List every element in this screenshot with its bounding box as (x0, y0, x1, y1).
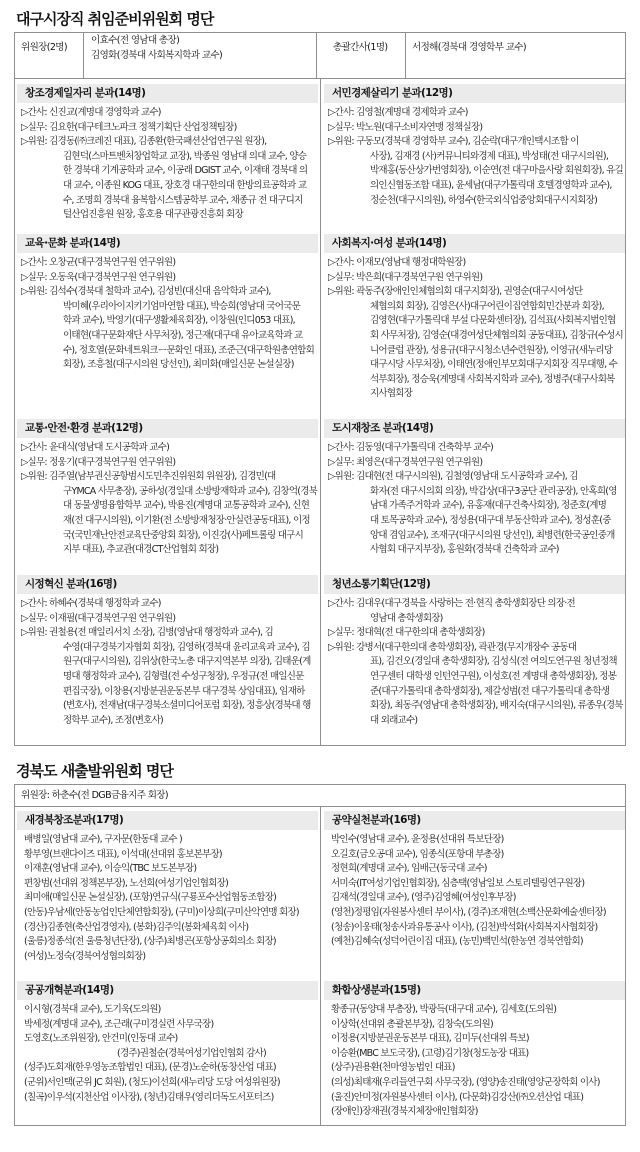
panel-line: 대구시당 사무처장), 이태연(정애인부모회대구지회장 직무대행, 수 (370, 359, 618, 371)
panel-line: ▷간사: 오창균(대구경북연구원 연구위원) (21, 257, 176, 268)
panel-line: 회장), 조흥철(대구시의원 당선인), 최미화(매일신문 논설실장) (63, 359, 294, 371)
panel-line: ▷위원: 곽동주(장애인인체협의회 대구지회장), 권영순(대구시여성단 (328, 286, 583, 298)
panel-line: (의성)최태재(우리들연구회 사무국장), (영양)송진태(영양군장학회 이사) (331, 1076, 600, 1088)
panel-line: (상주)권용환(천마영농법인 대표) (331, 1062, 455, 1074)
panel-line: 회장), 최동주(영남대 총학생회장), 배지숙(대구시의원), 류종우(경북 (370, 700, 623, 712)
panel-line: 김영현(대구가톨릭대 부설 다문화센터장), 김석표(사회복지법인협 (370, 315, 616, 327)
divider (316, 33, 317, 78)
panel-body (17, 103, 318, 223)
panel-title: 공약실천분과(16명) (324, 811, 625, 830)
panel-line: 편집국장), 이창용(지방분권운동본부 대구경북 상임대표), 임재하 (63, 685, 305, 697)
panel-line: ▷실무: 이재필(대구경북연구원 연구위원) (21, 612, 176, 624)
panel-line: ▷위원: 김경동(㈜크레진 대표), 김종환(한국패션산업연구원 원장), (21, 136, 267, 148)
panel-line: ▷위원: 김주열(남부권신공항범시도민추진위원회 위원장), 김경민(대 (21, 471, 276, 483)
column-divider (320, 807, 321, 1125)
panel-line: 오길호(금오공대 교수), 임종식(포항대 부총장) (331, 848, 504, 860)
panel-line: ▷간사: 이재모(영남대 행정대학원장) (328, 257, 466, 268)
panel-line: 지부 대표), 추교관(대경CT산업협회 회장) (63, 544, 219, 556)
panel-body (17, 830, 318, 964)
panel-body (324, 438, 625, 558)
panel-line: ▷간사: 윤대식(영남대 도시공학과 교수) (21, 442, 170, 453)
chair-name-1: 이효수(전 영남대 총장) (91, 35, 180, 46)
panel-body (324, 830, 625, 950)
panel-harmony-coexistence (324, 981, 625, 1125)
panel-education-culture (17, 234, 318, 414)
panel-line: 털산업진흥원 원장, 홍호용 대구관광진흥회 회장 (63, 209, 243, 221)
panel-new-gyeongbuk-creation (17, 811, 318, 977)
panel-creative-economy (17, 84, 318, 221)
panel-line: 사장), 김재경 (사)커뮤니티와경제 대표), 박성태(전 대구시의원), (370, 150, 609, 162)
panel-line: (울릉)정종석(전 울릉청년단장), (상주)최병곤(포항상공회의소 회장) (24, 936, 276, 948)
panel-body (324, 253, 625, 402)
panel-line: 수영(대구경북기자협회 회장), 김영하(경북대 윤리교육과 교수), 김 (63, 641, 310, 653)
gyeongbuk-title: 경북도 새출발위원회 명단 (16, 762, 173, 780)
panel-line: 이재훈(영남대 교수), 이승익(TBC 보도본부장) (24, 863, 197, 875)
panel-line: (성주)도회재(한우영농조합법인 대표), (문경)노순하(동창산업 대표) (24, 1062, 276, 1074)
panel-line: ▷위원: 김대현(전 대구시의원), 김철영(영남대 도시공학과 교수), 김 (328, 471, 578, 483)
panel-line: 영남대 총학생회장) (370, 612, 443, 624)
panel-line: 니어클럽 관장), 성용규(대구시청소년수련원장), 이영규(새누리당 (370, 344, 613, 356)
panel-line: ▷실무: 정웅기(대구경북연구원 연구위원) (21, 456, 176, 468)
panel-public-reform (17, 981, 318, 1125)
panel-line: (경산)김종현(축산업경영자), (봉화)김주익(봉화체육회 이사) (24, 921, 249, 933)
panel-body (17, 594, 318, 728)
panel-line: (경주)권철순(경북여성기업인협회 감사) (117, 1047, 266, 1059)
panel-line: 배병일(영남대 교수), 구자문(한동대 교수 ) (24, 834, 183, 845)
panel-administrative-innovation (17, 575, 318, 745)
panel-line: 석부회장), 정승욱(계명대 사회복지학과 교수), 정병주(대구사회복 (370, 373, 615, 385)
panel-line: 이태현(대구문화재단 사무처장), 정근재(대구대 유아교육학과 교 (63, 329, 303, 341)
panel-line: 준(대구가톨릭대 총학생회장), 제갈성범(전 대구가톨릭대 총학생 (370, 685, 610, 697)
panel-line: ▷실무: 오동욱(대구경북연구원 연구위원) (21, 271, 176, 283)
panel-line: 명대 행정학과 교수), 김형렬(전 수성구청장), 우정규(전 매일신문 (63, 670, 304, 682)
panel-line: 대 교수, 이종원 KOG 대표, 장호경 대구한의대 한방의료공학과 교 (63, 179, 307, 191)
panel-line: 화자(전 대구시의회 의장), 박갑상(대구3공단 관리공장), 안혹희(영 (370, 485, 617, 497)
panel-line: 체협의회 회장), 김영은(사)대구어린이집연합회민간분과 회장), (370, 300, 604, 312)
panel-title: 교육·문화 분과(14명) (17, 234, 318, 253)
panel-line: 서미숙(IT여성기업인협회장), 심층택(영남일보 스토리텔링연구원장) (331, 877, 585, 889)
panel-line: ▷실무: 정대혁(전 대구한의대 총학생회장) (328, 627, 485, 639)
panel-line: 황종규(동양대 부총장), 박광득(대구대 교수), 김세호(도의원) (331, 1004, 557, 1015)
panel-line: (군위)서인택(군위 JC 회원), (청도)이선희(새누리당 도당 여성위원장) (24, 1076, 280, 1088)
panel-line: ▷간사: 하혜수(경북대 행정학과 교수) (21, 598, 161, 609)
daegu-title: 대구시장직 취임준비위원회 명단 (16, 10, 214, 28)
panel-line: 회 사무처장), 김영순(대경여성단체협의회 공동대표), 김창규(수성시 (370, 329, 623, 341)
panel-title: 도시재창조 분과(14명) (324, 419, 625, 438)
panel-line: 표), 김건오(경일대 총학생회장), 김성식(전 여의도연구원 청년정책 (370, 656, 617, 668)
panel-line: (안동)우남세(안동농업인단체연합회장), (구미)이상희(구미산악연맹 회장) (24, 906, 299, 918)
panel-youth-communication (324, 575, 625, 745)
panel-line: 정순천(대구시의원), 하영수(한국외식업중앙회대구시지회장) (370, 194, 598, 206)
panel-line: 이승환(MBC 보도국장), (고령)김기창(청도농장 대표) (331, 1047, 529, 1059)
panel-line: 재(전 대구시의원), 이기환(전 소방방재청장·안실련공동대표), 이정 (63, 514, 310, 526)
panel-line: (청송)이웅태(청송사과유통공사 이사), (김천)박석화(사회복지사협회장) (331, 921, 598, 933)
panel-title: 서민경제살리기 분과(12명) (324, 84, 625, 103)
panel-line: 대 외래교수) (370, 714, 418, 726)
panel-line: 수, 조명희 경북대 융복합시스템공학부 교수, 채종규 전 대구디지 (63, 194, 303, 206)
panel-traffic-safety-environment (17, 419, 318, 564)
panel-line: 박미혜(우리아이지키기엄마연합 대표), 박승희(영남대 국어국문 (63, 300, 301, 312)
panel-line: 정현희(계명대 교수), 임배근(동국대 교수) (331, 863, 487, 875)
panel-line: 대 동물생명융합학부 교수), 박용진(계명대 교통공학과 교수), 신현 (63, 500, 310, 512)
panel-line: 황부영(브랜다이즈 대표), 이석대(선대위 홍보본부장) (24, 848, 222, 860)
panel-urban-regeneration (324, 419, 625, 564)
panel-livelihood-economy (324, 84, 625, 206)
daegu-roster-table (14, 32, 626, 746)
panel-line: 이정용(지방분권운동본부 대표), 김미두(선대위 특보) (331, 1033, 529, 1045)
panel-line: 연구센터 대학생 인턴연구원), 이성호(전 계명대 총학생회장), 정봉 (370, 670, 617, 682)
panel-line: 사협회 대구지부장), 홍원화(경북대 건축학과 교수) (370, 544, 559, 556)
secretary-name: 서정해(경북대 경영학부 교수) (412, 42, 526, 53)
panel-title: 시정혁신 분과(16명) (17, 575, 318, 594)
panel-title: 공공개혁분과(14명) (17, 981, 318, 1000)
panel-line: 박세정(계명대 교수), 조근래(구미경실련 사무국장) (24, 1018, 214, 1030)
panel-line: 도영호(노조위원장), 안건미(인동대 교수) (24, 1033, 178, 1045)
panel-line: ▷위원: 권철용(전 매일리서치 소장), 김병(영남대 행정학과 교수), 김 (21, 627, 273, 639)
panel-line: ▷간사: 신진교(계명대 경영학과 교수) (21, 107, 161, 118)
panel-title: 창조경제일자리 분과(14명) (17, 84, 318, 103)
panel-line: ▷위원: 구동모(경북대 경영학부 교수), 김순락(대구개인택시조합 이 (328, 136, 579, 148)
panel-line: 최미애(매일신문 논설실장), (포항)연규식(구룡포수산업협동조합장) (24, 892, 277, 904)
panel-line: 지사협회장 (370, 388, 413, 400)
panel-line: 국(국민재난안전교육단중앙회 회장), 이진강(사)페트롤링 대구시 (63, 529, 304, 541)
chair-name-2: 김영화(경북대 사회복지학과 교수) (91, 50, 223, 61)
panel-line: 원구(대구시의원), 김위상(한국노총 대구지역본부 의장), 김태운(계 (63, 656, 311, 668)
panel-line: 앙대 겸임교수), 조재구(대구시의원 당선인), 최병련(한국공인중개 (370, 529, 615, 541)
secretary-label: 총괄간사(1명) (333, 42, 388, 53)
panel-line: 남대 가족주거학과 교수), 유홍재(대구건축사회장), 정준호(계명 (370, 500, 607, 512)
panel-line: 박재홍(동산상가번영회장), 이순연(전 대구마을사랑 회원회장), 유길 (370, 165, 623, 177)
panel-line: (울진)안미정(자원봉사센터 이사), (다문화)김강산(㈜오션산업 대표) (331, 1091, 584, 1103)
panel-line: (여성)노정숙(경북여성협의회장) (24, 950, 146, 962)
panel-title: 교통·안전·환경 분과(12명) (17, 419, 318, 438)
panel-line: ▷간사: 김동영(대구가톨릭대 건축학부 교수) (328, 442, 493, 453)
divider (405, 33, 406, 78)
panel-line: 의인신협동조합 대표), 윤세남(대구가톨릭대 호텔경영학과 교수), (370, 179, 612, 191)
panel-line: 정학부 교수), 조정(변호사) (63, 714, 163, 726)
panel-line: ▷실무: 최영은(대구경북연구원 연구위원) (328, 456, 483, 468)
panel-line: 김현덕(스마트벤처창업학교 교장), 박종원 영남대 의대 교수, 양승 (63, 150, 307, 162)
panel-line: 박인수(영남대 교수), 윤정용(선대위 특보단장) (331, 834, 504, 845)
panel-line: (변호사), 전재남(대구경북소셜미디어포럼 회장), 정흥상(경북대 행 (63, 700, 311, 712)
panel-body (17, 438, 318, 558)
daegu-leaders-row (15, 33, 625, 79)
panel-line: (칠곡)이우석(지천산업 이사장), (청년)김태우(영리더독도서포터즈) (24, 1091, 274, 1103)
panel-body (17, 253, 318, 373)
panel-line: ▷간사: 김대우(대구경북을 사랑하는 전·현직 총학생회장단 의장·전 (328, 598, 575, 609)
panel-title: 새경북창조분과(17명) (17, 811, 318, 830)
panel-pledge-implementation (324, 811, 625, 977)
panel-line: 이시형(경북대 교수), 도기욱(도의원) (24, 1004, 161, 1015)
gyeongbuk-roster-table (14, 784, 626, 1126)
panel-line: (영천)정평임(자원봉사센터 부이사), (경주)조재현(소백산문화예술센터장) (331, 906, 606, 918)
panel-line: (장애인)장재권(경북지체장애인협회장) (331, 1106, 478, 1118)
panel-line: ▷위원: 강병서(대구한의대 총학생회장), 곽관경(무지개장수 공동대 (328, 641, 577, 653)
panel-line: 한 경북대 기계공학과 교수, 이공래 DGIST 교수, 이재태 경북대 의 (63, 165, 308, 177)
panel-line: ▷위원: 김석수(경북대 철학과 교수), 김성빈(대신대 음악학과 교수), (21, 286, 271, 298)
panel-title: 화합상생분과(15명) (324, 981, 625, 1000)
panel-line: 수), 정호열(문화네트워크ー문화인 대표), 조준근(대구학원총연합회 (63, 344, 315, 356)
panel-line: (예천)김혜숙(성덕어린이집 대표), (농민)백민석(한농연 경북연합회) (331, 936, 583, 948)
panel-title: 사회복지·여성 분과(14명) (324, 234, 625, 253)
panel-line: ▷실무: 박은희(대구경북연구원 연구위원) (328, 271, 483, 283)
panel-line: 구YMCA 사무총장), 공하성(경일대 소방방재학과 교수), 김창억(경북 (63, 485, 318, 497)
divider (83, 33, 84, 78)
panel-line: 편창범(선대위 정책본부장), 노선희(여성기업인협회장) (24, 877, 229, 889)
gyeongbuk-chair: 위원장: 하춘수(전 DGB금융지주 회장) (21, 790, 168, 801)
panel-body (324, 1000, 625, 1120)
panel-body (324, 103, 625, 208)
gyeongbuk-chair-row (15, 785, 625, 807)
panel-line: 김재석(경일대 교수), (영주)김영혜(여성인후부장) (331, 892, 516, 904)
column-divider (320, 79, 321, 745)
panel-body (324, 594, 625, 728)
panel-line: 학과 교수), 박영기(대구생활체육회장), 이창원(인디053 대표), (63, 315, 295, 327)
panel-line: ▷실무: 박노원(대구소비자연맹 정책실장) (328, 121, 483, 133)
panel-title: 청년소통기획단(12명) (324, 575, 625, 594)
panel-line: 대 토목공학과 교수), 정성용(대구대 부동산학과 교수), 정성훈(중 (370, 514, 611, 526)
panel-body (17, 1000, 318, 1105)
panel-welfare-women (324, 234, 625, 414)
chair-label: 위원장(2명) (21, 42, 67, 53)
panel-line: ▷실무: 김요한(대구테크노파크 정책기획단 산업정책팀장) (21, 121, 237, 133)
panel-line: ▷간사: 김영철(계명대 경제학과 교수) (328, 107, 468, 118)
panel-line: 이상학(선대위 총괄본부장), 김창숙(도의원) (331, 1018, 493, 1030)
